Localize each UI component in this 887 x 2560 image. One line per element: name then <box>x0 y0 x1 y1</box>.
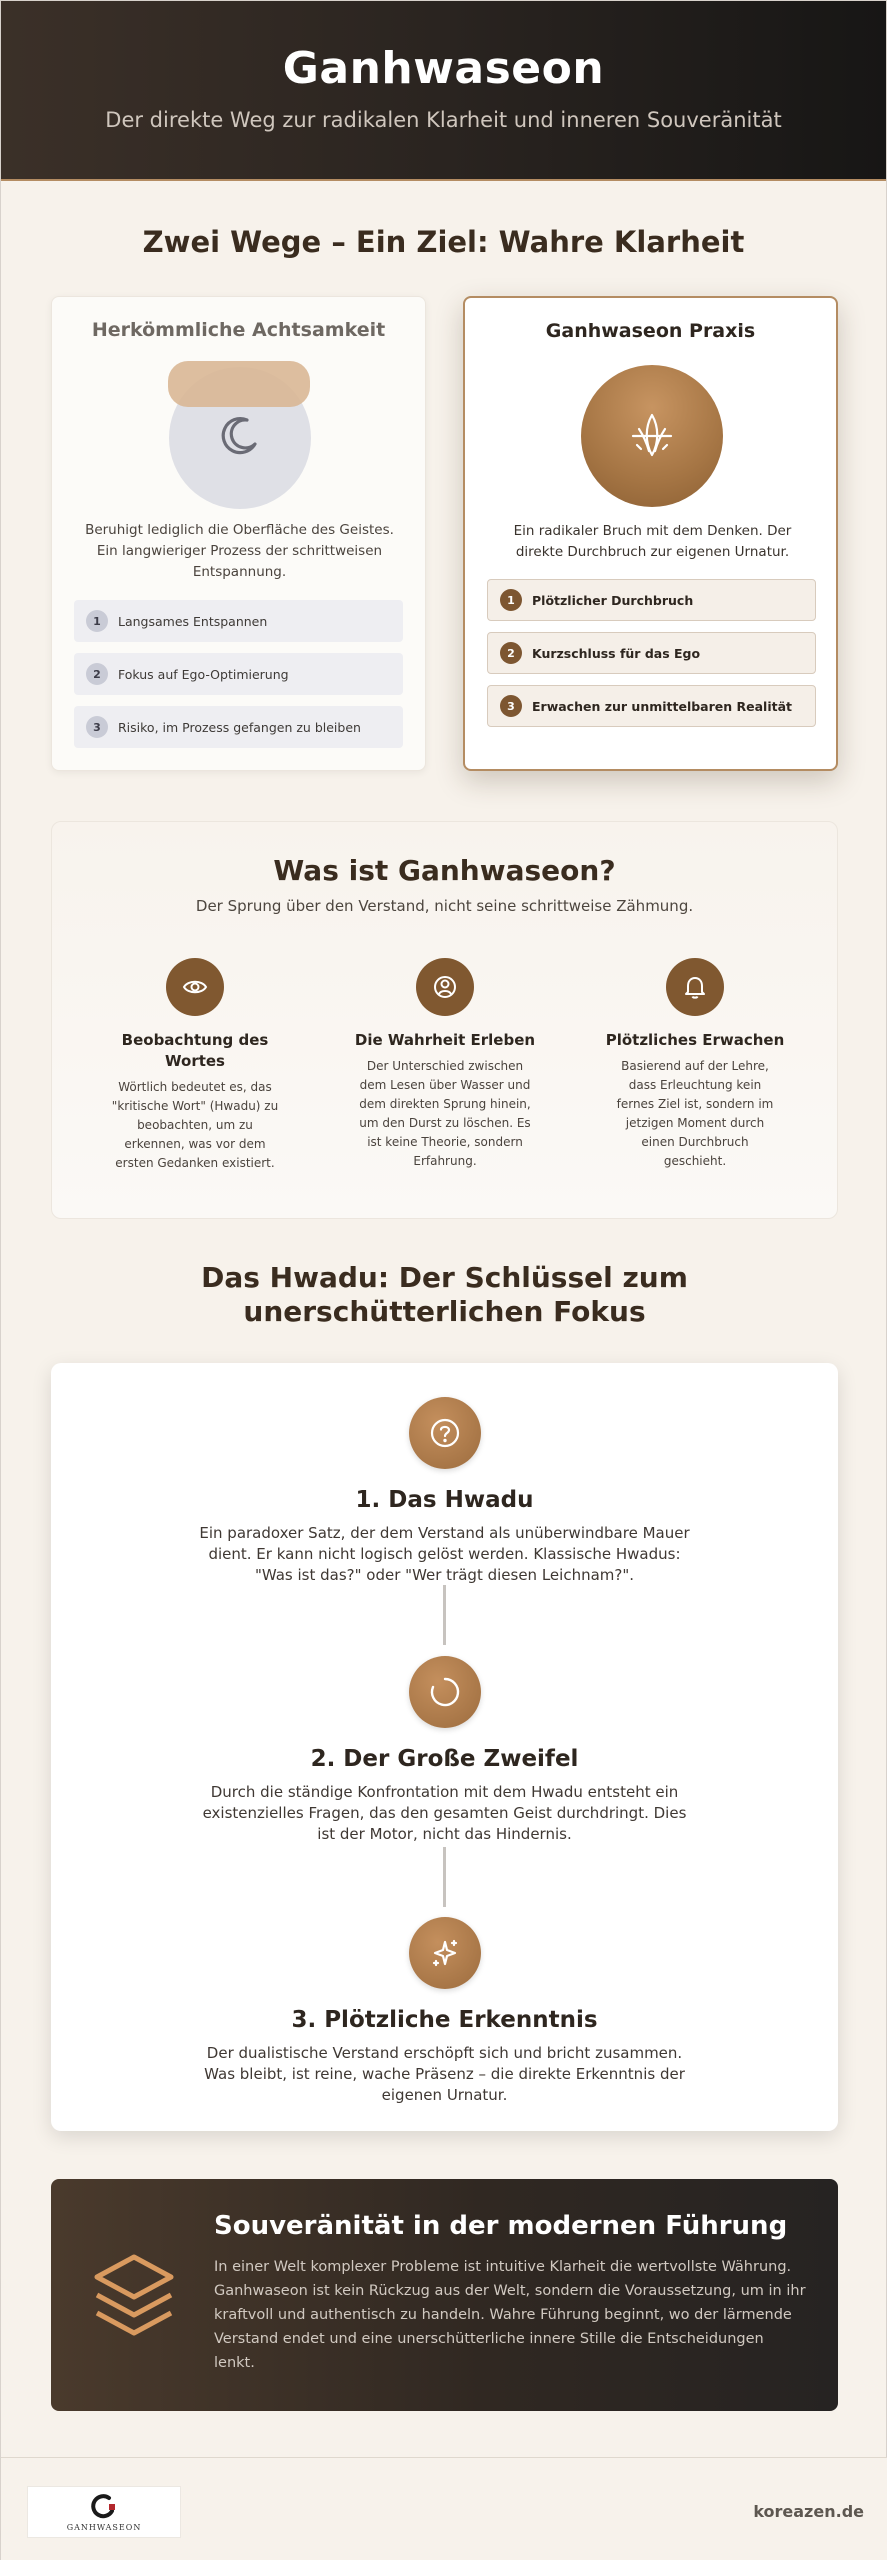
card-traditional-description: Beruhigt lediglich die Oberfläche des Geistes. Ein langwieriger Prozess der schrittweisen Entspannung. <box>85 522 394 580</box>
person-circle-icon <box>416 958 474 1016</box>
eye-icon <box>166 958 224 1016</box>
hwadu-card <box>51 1363 838 2131</box>
list-item <box>74 706 403 748</box>
moon-icon <box>217 412 263 458</box>
footer <box>1 2457 887 2560</box>
what-is-subtitle: Der Sprung über den Verstand, nicht seine schrittweise Zähmung. <box>195 897 694 915</box>
hwadu-step-title: 1. Das Hwadu <box>355 1487 534 1513</box>
list-item <box>487 685 816 727</box>
feature-observation <box>95 958 295 1173</box>
hwadu-step-title: 2. Der Große Zweifel <box>310 1746 579 1772</box>
feature-title: Beobachtung des Wortes <box>121 1031 269 1070</box>
ganhwaseon-steps <box>487 579 816 738</box>
step-number: 2 <box>500 642 522 664</box>
step-label: Plötzlicher Durchbruch <box>532 592 694 608</box>
step-number: 1 <box>500 589 522 611</box>
question-icon <box>409 1397 481 1469</box>
card-traditional <box>51 296 426 771</box>
step-label: Fokus auf Ego-Optimierung <box>118 666 289 682</box>
hwadu-title: Das Hwadu: Der Schlüssel zum unerschütterlichen Fokus <box>201 1261 688 1328</box>
hwadu-step <box>51 1656 838 1845</box>
layers-icon <box>89 2249 179 2341</box>
enso-logo-icon <box>87 2493 121 2521</box>
hero-subtitle: Der direkte Weg zur radikalen Klarheit und inneren Souveränität <box>105 108 782 132</box>
comparison-title: Zwei Wege – Ein Ziel: Wahre Klarheit <box>142 225 745 259</box>
hwadu-step-title: 3. Plötzliche Erkenntnis <box>291 2007 598 2033</box>
step-label: Erwachen zur unmittelbaren Realität <box>532 698 793 714</box>
list-item <box>74 600 403 642</box>
feature-title: Plötzliches Erwachen <box>605 1031 785 1049</box>
feature-experience <box>345 958 545 1171</box>
leadership-section <box>51 2179 838 2411</box>
feature-text: Basierend auf der Lehre, dass Erleuchtung kein fernes Ziel ist, sondern im jetzigen Moment durch einen Durchbruch geschieht. <box>616 1059 774 1168</box>
card-traditional-title: Herkömmliche Achtsamkeit <box>91 319 386 341</box>
step-label: Kurzschluss für das Ego <box>532 645 701 661</box>
hwadu-step-text: Der dualistische Verstand erschöpft sich und bricht zusammen. Was bleibt, ist reine, wache Präsenz – die direkte Erkenntnis der eigenen Urnatur. <box>204 2044 685 2104</box>
comparison-cards <box>51 296 838 771</box>
feature-title: Die Wahrheit Erleben <box>354 1031 536 1049</box>
feature-awakening <box>595 958 795 1171</box>
feature-text: Der Unterschied zwischen dem Lesen über Wasser und dem direkten Sprung hinein, um den Durst zu löschen. Es ist keine Theorie, sondern Erfahrung. <box>359 1059 531 1168</box>
leadership-text: In einer Welt komplexer Probleme ist intuitive Klarheit die wertvollste Währung. Ganhwaseon ist kein Rückzug aus der Welt, sondern die Voraussetzung, um in ihr kraftvoll und authentisch zu handeln. Wahre Führung beginnt, wo der lärmende Verstand endet und eine unerschütterliche innere Stille die Entscheidungen lenkt. <box>214 2259 806 2371</box>
list-item <box>487 579 816 621</box>
leadership-title: Souveränität in der modernen Führung <box>214 2211 788 2241</box>
spinner-icon <box>409 1656 481 1728</box>
card-ganhwaseon-title: Ganhwaseon Praxis <box>545 320 756 342</box>
step-number: 3 <box>86 716 108 738</box>
card-ganhwaseon <box>463 296 838 771</box>
step-number: 2 <box>86 663 108 685</box>
hero-header <box>1 1 886 181</box>
lotus-icon <box>621 405 683 467</box>
step-label: Langsames Entspannen <box>118 613 268 629</box>
step-number: 1 <box>86 610 108 632</box>
hwadu-step <box>51 1917 838 2106</box>
traditional-steps <box>74 600 403 759</box>
hwadu-step-text: Durch die ständige Konfrontation mit dem Hwadu entsteht ein existenzielles Fragen, das den gesamten Geist durchdringt. Dies ist der Motor, nicht das Hindernis. <box>202 1783 687 1843</box>
sparkle-icon <box>409 1917 481 1989</box>
hero-title: Ganhwaseon <box>282 43 605 94</box>
what-is-section <box>51 821 838 1219</box>
hwadu-step-text: Ein paradoxer Satz, der dem Verstand als unüberwindbare Mauer dient. Er kann nicht logisch gelöst werden. Klassische Hwadus: "Was ist das?" oder "Wer trägt diesen Leichnam?". <box>199 1524 690 1584</box>
step-number: 3 <box>500 695 522 717</box>
feature-text: Wörtlich bedeutet es, das "kritische Wort" (Hwadu) zu beobachten, um zu erkennen, was vor dem ersten Gedanken existiert. <box>111 1080 279 1170</box>
list-item <box>74 653 403 695</box>
step-label: Risiko, im Prozess gefangen zu bleiben <box>118 719 361 735</box>
bell-icon <box>666 958 724 1016</box>
hwadu-step <box>51 1397 838 1586</box>
card-ganhwaseon-description: Ein radikaler Bruch mit dem Denken. Der direkte Durchbruch zur eigenen Urnatur. <box>513 523 792 560</box>
decorative-blob <box>168 361 310 407</box>
connector-line <box>443 1847 446 1907</box>
site-link[interactable]: koreazen.de <box>753 2502 864 2521</box>
connector-line <box>443 1585 446 1645</box>
footer-logo[interactable] <box>27 2486 181 2538</box>
list-item <box>487 632 816 674</box>
what-is-title: Was ist Ganhwaseon? <box>273 854 616 887</box>
logo-text: GANHWASEON <box>66 2522 142 2532</box>
